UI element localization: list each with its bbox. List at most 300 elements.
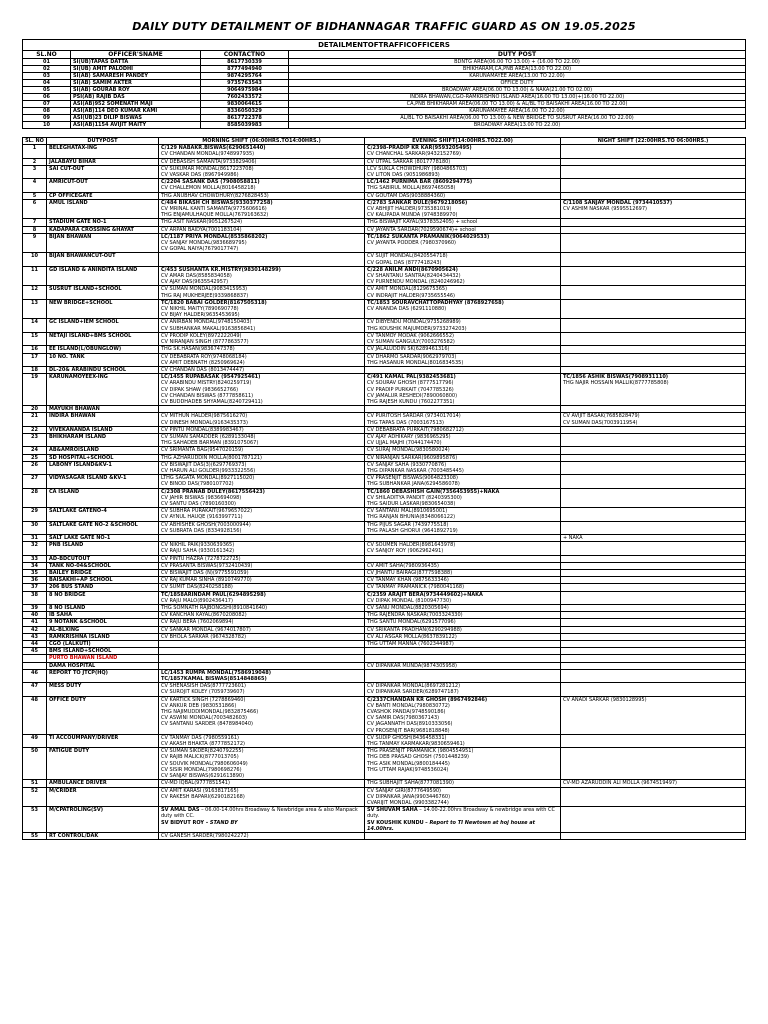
evening-shift xyxy=(365,807,561,833)
table-row xyxy=(23,542,746,555)
officers-cell: KARUNAMAYEE AREA(13.00 TO 22.00) xyxy=(289,73,746,80)
staff-entry: CV UJJAL MAJHI (7044174470) xyxy=(367,440,442,447)
morning-shift xyxy=(159,683,365,696)
sl-no: 48 xyxy=(23,696,47,734)
staff-entry: THG UTTAM MANNA (7602344987) xyxy=(367,641,454,648)
officers-cell: INDIRA BHAWAN,CGO-RAMKRISHNO ISLAND AREA(16.00 TO 13.00)+(16.00 TO 22.00) xyxy=(289,94,746,101)
evening-shift xyxy=(365,226,561,233)
staff-entry: THG SAIDUR LASKAR(9830654038) xyxy=(367,500,456,507)
staff-entry: THG ENJAMULHAQUE MOLLA(7679163632) xyxy=(161,212,269,219)
table-row xyxy=(23,584,746,591)
night-shift xyxy=(561,475,746,488)
staff-entry: TC/1858ARINDAM PAUL(6294895298) xyxy=(161,591,266,598)
staff-entry: CV DIPANKAR MUNDA(9874305958) xyxy=(367,662,457,669)
patrol-name: SV SHUVAM SAHA xyxy=(367,807,418,814)
morning-shift xyxy=(159,353,365,366)
evening-shift xyxy=(365,332,561,345)
morning-shift xyxy=(159,433,365,446)
evening-shift xyxy=(365,219,561,226)
patrol-desc: – 14.00-22.00hrs Broadway & newbridge area with CC duty. xyxy=(367,807,555,820)
staff-entry: CV TANMAY DAS (7980559161) xyxy=(161,734,239,741)
table-row xyxy=(23,426,746,433)
duty-post: GC ISLAND+IEM SCHOOL xyxy=(47,319,159,332)
morning-shift xyxy=(159,179,365,192)
staff-entry: CV AKASH BHAKTA (8777852172) xyxy=(161,741,245,748)
evening-shift xyxy=(365,787,561,807)
staff-entry: CV KARTICK SINGH (7278869460) xyxy=(161,696,246,703)
sl-no: 12 xyxy=(23,286,47,299)
morning-shift xyxy=(159,591,365,604)
staff-entry: CV BANTI MONDAL(7980830772) xyxy=(367,702,450,709)
staff-entry: CV SANKAR MONDAL (9674017807) xyxy=(161,626,251,633)
staff-entry: CV DEBABRATA ROY(9748068184) xyxy=(161,353,247,360)
staff-entry: THG PIJUS SAGAR (7439775518) xyxy=(367,521,449,528)
staff-entry: TC/1862 SUKANTA PRAMANIK(9064029533) xyxy=(367,233,490,240)
staff-entry: CV CHANDAN BISWAS (8777858611) xyxy=(161,392,254,399)
patrol-text2 xyxy=(161,820,362,826)
morning-shift xyxy=(159,426,365,433)
evening-shift xyxy=(365,734,561,747)
staff-entry: C/2783 SANKAR DULE(9679218056) xyxy=(367,199,468,206)
table-row xyxy=(23,734,746,747)
staff-entry: LC/1453 RUMPA MONDAL(7586919048) xyxy=(161,669,272,676)
evening-shift xyxy=(365,832,561,839)
staff-entry: C/1108 SANJAY MONDAL (9734410537) xyxy=(563,199,673,206)
staff-entry: CV MRINAL KANTI SAMANTA(9775606616) xyxy=(161,206,267,213)
sl-no: 20 xyxy=(23,406,47,413)
duty-post: VIVEKANANDA ISLAND xyxy=(47,426,159,433)
evening-shift xyxy=(365,619,561,626)
duty-post: 10 NO. TANK xyxy=(47,353,159,366)
evening-shift xyxy=(365,158,561,165)
officers-cell: 9830064615 xyxy=(201,101,289,108)
sl-no: 27 xyxy=(23,475,47,488)
staff-entry: CV UTPAL SARKAR (8017778180) xyxy=(367,158,451,165)
duty-post: BIJAN BHAWANCUT-OUT xyxy=(47,253,159,266)
night-shift xyxy=(561,787,746,807)
night-shift xyxy=(561,253,746,266)
staff-entry: CV NIRANJAN SINGH (8777863577) xyxy=(161,339,249,346)
staff-entry: THG RANJAN BHUNIA(8348066122) xyxy=(367,514,456,521)
officers-cell: SI(UB) AMIT PALODHI xyxy=(71,66,201,73)
morning-shift xyxy=(159,447,365,454)
officers-cell: 07 xyxy=(23,101,71,108)
sl-no: 3 xyxy=(23,165,47,178)
sl-no: 33 xyxy=(23,555,47,562)
table-row xyxy=(23,669,746,682)
officers-cell: KARUNAMAYEE AREA(16.00 TO 22.00) xyxy=(289,108,746,115)
staff-entry: C/2337CHANDAN KR GHOSH (8967492846) xyxy=(367,696,488,703)
duty-post: BAILEY BRIDGE xyxy=(47,570,159,577)
morning-shift xyxy=(159,192,365,199)
staff-entry: CV HARUN ALI GOLDER(9933322556) xyxy=(161,467,256,474)
staff-entry: CV SUMAN MONDAL(9083415953) xyxy=(161,286,248,293)
duty-post: CP OFFICEGATE xyxy=(47,192,159,199)
sl-no: 43 xyxy=(23,633,47,640)
staff-entry: CV SHANTANU SANTRA(8240434432) xyxy=(367,273,461,280)
sl-no: 29 xyxy=(23,508,47,521)
staff-entry: CV SUKUMAR MONDAL(8617223708) xyxy=(161,165,254,172)
officers-cell: SI(AB) SAMARESH PANDEY xyxy=(71,73,201,80)
table-row xyxy=(23,101,746,108)
staff-entry: LC/1455 RUPABASAK (9547925461) xyxy=(161,374,261,381)
table-row xyxy=(23,534,746,541)
sl-no: 47 xyxy=(23,683,47,696)
night-shift xyxy=(561,555,746,562)
duty-post: RAMKRISHNA ISLAND xyxy=(47,633,159,640)
staff-entry: CV BIJAY HALDER(9635453695) xyxy=(161,312,240,319)
night-shift xyxy=(561,406,746,413)
table-row xyxy=(23,233,746,253)
officers-cell: 8777494940 xyxy=(201,66,289,73)
night-shift xyxy=(561,299,746,319)
staff-entry: TC/1857KAMAL BISWAS(8514848865) xyxy=(161,676,267,683)
morning-shift xyxy=(159,299,365,319)
duty-post: SALTLAKE GATE NO-2 &SCHOOL xyxy=(47,521,159,534)
staff-entry: CV PURNENDU MONDAL (8240246962) xyxy=(367,279,465,286)
night-shift xyxy=(561,696,746,734)
staff-entry: CV GANESH SARDER(7980242272) xyxy=(161,832,249,839)
night-shift xyxy=(561,461,746,474)
night-shift xyxy=(561,179,746,192)
morning-shift xyxy=(159,619,365,626)
table-row xyxy=(23,73,746,80)
officers-cell: ASI(AB)952 SOMENATH MAJI xyxy=(71,101,201,108)
staff-entry: CV AMIT SAHA(7980936435) xyxy=(367,562,439,569)
evening-shift xyxy=(365,626,561,633)
night-shift xyxy=(561,508,746,521)
table-row xyxy=(23,353,746,366)
morning-shift xyxy=(159,626,365,633)
duty-header: NIGHT SHIFT (22:00HRS.TO 06:00HRS.) xyxy=(561,138,746,145)
morning-shift xyxy=(159,233,365,253)
morning-shift xyxy=(159,641,365,648)
morning-shift xyxy=(159,266,365,286)
evening-shift xyxy=(365,780,561,787)
patrol-name: SV AMAL DAS xyxy=(161,807,200,814)
evening-shift xyxy=(365,374,561,406)
evening-shift xyxy=(365,534,561,541)
table-row xyxy=(23,633,746,640)
staff-entry: THG SUBHANKAR JANA(6294586078) xyxy=(367,481,460,488)
night-shift xyxy=(561,158,746,165)
patrol-desc: – 06.00-14.00hrs Broadway & Newbridge area & also Manpack duty with CC. xyxy=(161,807,358,820)
staff-entry: LC/1187 PRIYA MONDAL(8535868202) xyxy=(161,233,268,240)
staff-entry: C/453 SUSHANTA KR.MISTRY(9830148299) xyxy=(161,266,281,273)
staff-entry: THG DIPANKAR NASKAR (7003485445) xyxy=(367,467,464,474)
duty-post: LABONY ISLAND&KV-1 xyxy=(47,461,159,474)
patrol-note: – Report to TI Newtown at hoj house at 14.00hrs. xyxy=(367,819,536,832)
night-shift xyxy=(561,374,746,406)
staff-entry: CV SUBHANKAR MAKAL(9163856841) xyxy=(161,325,256,332)
duty-post: NETAJI ISLAND+BMS SCHOOL xyxy=(47,332,159,345)
table-row xyxy=(23,179,746,192)
evening-shift xyxy=(365,253,561,266)
evening-shift xyxy=(365,555,561,562)
night-shift xyxy=(561,605,746,612)
table-row xyxy=(23,108,746,115)
officers-cell: 03 xyxy=(23,73,71,80)
night-shift xyxy=(561,612,746,619)
duty-post: KARUNAMOYEEX-ING xyxy=(47,374,159,406)
staff-entry: THG SK.HASAN(9836747378) xyxy=(161,346,235,353)
staff-entry: CV DINESH MONDAL(9163435373) xyxy=(161,419,248,426)
night-shift xyxy=(561,366,746,373)
staff-entry: THG TAPAS DAS (7003167513) xyxy=(367,419,444,426)
table-row xyxy=(23,807,746,833)
officers-cell: 9874295764 xyxy=(201,73,289,80)
duty-post: GD ISLAND & ANINDITA ISLAND xyxy=(47,266,159,286)
evening-shift xyxy=(365,683,561,696)
morning-shift xyxy=(159,508,365,521)
officers-cell: CA,PNB BHIKHARAM AREA(06.00 TO 13.00) & AL/BL TO BAISAKHI AREA(16.00 TO 22.00) xyxy=(289,101,746,108)
table-row xyxy=(23,488,746,508)
table-row xyxy=(23,461,746,474)
table-row xyxy=(23,406,746,413)
sl-no xyxy=(23,655,47,662)
duty-header: DUTYPOST xyxy=(47,138,159,145)
morning-shift xyxy=(159,346,365,353)
sl-no: 7 xyxy=(23,219,47,226)
sl-no: 18 xyxy=(23,366,47,373)
staff-entry: CV SOURAV GHOSH (8777517796) xyxy=(367,380,454,387)
staff-entry: CV SUJIT MONDAL(8420554718) xyxy=(367,253,448,260)
duty-post: VIDYASAGAR ISLAND &KV-1 xyxy=(47,475,159,488)
staff-entry: CV NIRANJAN SARKAR(9609895876) xyxy=(367,454,458,461)
staff-entry: C/491 KAMAL PAL(9382453681) xyxy=(367,374,456,381)
staff-entry: CV CHANDAN MONDAL(9748997935) xyxy=(161,151,255,158)
sl-no: 8 xyxy=(23,226,47,233)
officers-cell: 8336050329 xyxy=(201,108,289,115)
duty-post: AMRICUT-OUT xyxy=(47,179,159,192)
duty-post: REPORT TO JTCP(HQ) xyxy=(47,669,159,682)
table-row xyxy=(23,655,746,662)
night-shift xyxy=(561,807,746,833)
staff-entry: CV SUBRATA DAS (8334928156) xyxy=(161,527,242,534)
morning-shift xyxy=(159,807,365,833)
night-shift xyxy=(561,669,746,682)
night-shift xyxy=(561,353,746,366)
morning-shift xyxy=(159,158,365,165)
night-shift xyxy=(561,683,746,696)
table-row xyxy=(23,332,746,345)
staff-entry: CV SANJAY BISWAS(6291613890) xyxy=(161,773,245,780)
staff-entry: CV BISWAJIT DAS (N)(9775591059) xyxy=(161,570,249,576)
duty-post: BELEGHATAX-ING xyxy=(47,145,159,158)
evening-shift xyxy=(365,366,561,373)
staff-entry: CV PINTU HAZRA (7278722725) xyxy=(161,555,241,562)
staff-entry: CV ANADI SARKAR (9830128995) xyxy=(563,696,647,703)
duty-post: AMUL ISLAND xyxy=(47,199,159,219)
duty-post: EE ISLAND(L/OBUNGLOW) xyxy=(47,346,159,353)
officers-cell: 9735763543 xyxy=(201,80,289,87)
staff-entry: THG RAJESH KUNDU (7602277351) xyxy=(367,398,455,405)
sl-no: 38 xyxy=(23,591,47,604)
sl-no: 55 xyxy=(23,832,47,839)
staff-entry: THG ASIT NASKAR(9051267524) xyxy=(161,219,243,226)
officers-cell: SI(AB) SAMIM AKTER xyxy=(71,80,201,87)
staff-entry: CV AMIT KARASI (9163817165) xyxy=(161,787,239,794)
sl-no: 28 xyxy=(23,488,47,508)
staff-entry: CV JAMALUR RESHEDI(7890060800) xyxy=(367,392,458,399)
staff-entry: CV AJAY DAS(9635542957) xyxy=(161,279,229,286)
officers-cell: SI(UB)TAPAS DATTA xyxy=(71,59,201,66)
sl-no: 25 xyxy=(23,454,47,461)
morning-shift xyxy=(159,542,365,555)
staff-entry: CV TANMAY KHAN (9875633346) xyxy=(367,577,449,584)
table-row xyxy=(23,648,746,655)
staff-entry: CV ALI ASGAR MOLLA(8637839122) xyxy=(367,633,457,640)
night-shift xyxy=(561,233,746,253)
duty-post: TI ACCOUMPANY/DRIVER xyxy=(47,734,159,747)
sl-no: 34 xyxy=(23,562,47,569)
evening-shift xyxy=(365,413,561,426)
duty-post: 8 NO ISLAND xyxy=(47,605,159,612)
staff-entry: CV PRASENJIT BISWAS(9064823308) xyxy=(367,475,458,482)
duty-post: DL-20& ARABINDU SCHOOL xyxy=(47,366,159,373)
officers-cell: ASI(UB)23 DILIP BISWAS xyxy=(71,115,201,122)
sl-no: 17 xyxy=(23,353,47,366)
staff-entry: CV JAYANTA PODDER (7980370960) xyxy=(367,240,457,247)
staff-entry: CV ARABINDU MISTRY(8240259719) xyxy=(161,380,252,387)
staff-entry: CV SANTANU SARDER (8478984040) xyxy=(161,721,253,728)
evening-shift xyxy=(365,192,561,199)
sl-no: 39 xyxy=(23,605,47,612)
table-row xyxy=(23,508,746,521)
evening-shift xyxy=(365,299,561,319)
night-shift xyxy=(561,521,746,534)
officers-cell: BROADWAY AREA(06.00 TO 13.00) & NAKA(21.00 TO 02.00) xyxy=(289,87,746,94)
evening-shift xyxy=(365,426,561,433)
evening-shift xyxy=(365,199,561,219)
table-row xyxy=(23,319,746,332)
night-shift xyxy=(561,488,746,508)
staff-entry: CV AJAY ADHIKARY (9836965295) xyxy=(367,433,451,440)
staff-entry: CV TANMAY PRAMANICK (7980041168) xyxy=(367,584,465,591)
sl-no: 10 xyxy=(23,253,47,266)
staff-entry: THG KOUSHIK MAJUMDER(9733274203) xyxy=(367,325,467,332)
staff-entry: CV SHENASISH DAS(8777723601) xyxy=(161,683,246,690)
evening-shift xyxy=(365,648,561,655)
staff-entry: C/2359 ARAJIT BERA(9734449602)+NAKA xyxy=(367,591,483,598)
staff-entry: CV DHARMO SARDAR(9062979703) xyxy=(367,353,457,360)
table-row xyxy=(23,562,746,569)
staff-entry: CV SANJAY SAHA (9330770876) xyxy=(367,461,447,468)
officers-cell: 04 xyxy=(23,80,71,87)
duty-header: SL. NO xyxy=(23,138,47,145)
evening-shift xyxy=(365,605,561,612)
morning-shift xyxy=(159,696,365,734)
staff-entry: CV PINTU MONDAL(8389983467) xyxy=(161,426,244,433)
evening-shift xyxy=(365,591,561,604)
staff-entry: CV LITON DAS (9051986893) xyxy=(367,172,440,179)
table-row xyxy=(23,454,746,461)
officers-cell: BDNTG AREA(06.00 TO 13.00) + (16.00 TO 22.00) xyxy=(289,59,746,66)
staff-entry: CV GOPAL DAS (8777418243) xyxy=(367,259,442,266)
table-row xyxy=(23,59,746,66)
sl-no: 26 xyxy=(23,461,47,474)
staff-entry: CV AMIT MONDAL(8129675365) xyxy=(367,286,448,293)
sl-no: 45 xyxy=(23,648,47,655)
morning-shift xyxy=(159,584,365,591)
staff-entry: CV PRODIP KOLEY(8972222049) xyxy=(161,332,242,339)
officers-cell: 06 xyxy=(23,94,71,101)
staff-entry: CV DIPANKAR SARDER(6289747187) xyxy=(367,689,459,696)
night-shift xyxy=(561,426,746,433)
staff-entry: CV RAJU MALO(8902436417) xyxy=(161,597,233,604)
evening-shift xyxy=(365,633,561,640)
evening-shift xyxy=(365,641,561,648)
staff-entry: CV SISIR MONDAL(7980698276) xyxy=(161,766,242,773)
duty-post: PNB ISLAND xyxy=(47,542,159,555)
night-shift xyxy=(561,577,746,584)
table-row xyxy=(23,165,746,178)
morning-shift xyxy=(159,612,365,619)
sl-no: 51 xyxy=(23,780,47,787)
night-shift xyxy=(561,447,746,454)
table-row xyxy=(23,80,746,87)
staff-entry: CV SAMIR DAS(7980367143) xyxy=(367,715,440,722)
sl-no: 44 xyxy=(23,641,47,648)
table-row xyxy=(23,374,746,406)
patrol-name2: SV KOUSHIK KUNDU xyxy=(367,819,424,826)
night-shift xyxy=(561,165,746,178)
table-row xyxy=(23,199,746,219)
page-title: DAILY DUTY DETAILMENT OF BIDHANNAGAR TRAFFIC GUARD AS ON 19.05.2025 xyxy=(132,20,636,33)
staff-entry: C/2398-PRADIP KR KAR(9593205495) xyxy=(367,145,472,152)
staff-entry: CV DIPAK MONDAL (8100947730) xyxy=(367,597,452,604)
table-row xyxy=(23,662,746,669)
night-shift xyxy=(561,619,746,626)
staff-entry: CV JAHIR BISWAS (9836694098) xyxy=(161,494,242,501)
night-shift xyxy=(561,591,746,604)
staff-entry: TC/1820 BABAI GOLDER(8167505318) xyxy=(161,299,267,306)
officers-header: DUTY POST xyxy=(289,51,746,59)
staff-entry: THG NAJIMUDDIMONDAL(9832875466) xyxy=(161,709,259,716)
staff-entry: CV SUMAN GANGULY(7003276582) xyxy=(367,339,455,346)
duty-post: SUSRUT ISLAND+SCHOOL xyxy=(47,286,159,299)
table-row xyxy=(23,413,746,426)
night-shift xyxy=(561,192,746,199)
evening-shift xyxy=(365,454,561,461)
staff-entry: CV KALIPADA MUNDA (9748389970) xyxy=(367,212,458,219)
morning-shift xyxy=(159,219,365,226)
officers-cell: ASI(AB)114 DEO KUMAR KAMI xyxy=(71,108,201,115)
staff-entry: THG NAJIR HOSSAIN MALLIK(8777785808) xyxy=(563,380,669,387)
staff-entry: CV DEBASISH SAMANTA(9733829406) xyxy=(161,158,257,165)
staff-entry: CV SUMAN DAS(7003911954) xyxy=(563,419,638,426)
staff-entry: CV ASWINI MONDAL(7003482603) xyxy=(161,715,247,722)
staff-entry: CV ANIRBAN MONDAL(9748150403) xyxy=(161,319,252,326)
staff-entry: THG SABIRUL MOLLA(8697465058) xyxy=(367,185,456,192)
night-shift xyxy=(561,570,746,577)
staff-entry: CV DIPANKAR MONDAL(8697281212) xyxy=(367,683,461,690)
duty-post: AL-BLXING xyxy=(47,626,159,633)
morning-shift xyxy=(159,366,365,373)
staff-entry: THG SAHADEB BARMAN (8391075067) xyxy=(161,440,259,447)
morning-shift xyxy=(159,577,365,584)
duty-post: BMS ISLAND+SCHOOL xyxy=(47,648,159,655)
night-shift xyxy=(561,562,746,569)
night-shift xyxy=(561,748,746,780)
morning-shift xyxy=(159,226,365,233)
night-shift xyxy=(561,780,746,787)
officers-cell: 8617722378 xyxy=(201,115,289,122)
staff-entry: CV AYNUL HAUQE (9163997711) xyxy=(161,514,243,521)
staff-entry: CV DIPAK SHAW (9836652766) xyxy=(161,386,239,393)
staff-entry: C/129 NABAKR.BISWAS(6290651440) xyxy=(161,145,266,152)
duty-post: CA ISLAND xyxy=(47,488,159,508)
